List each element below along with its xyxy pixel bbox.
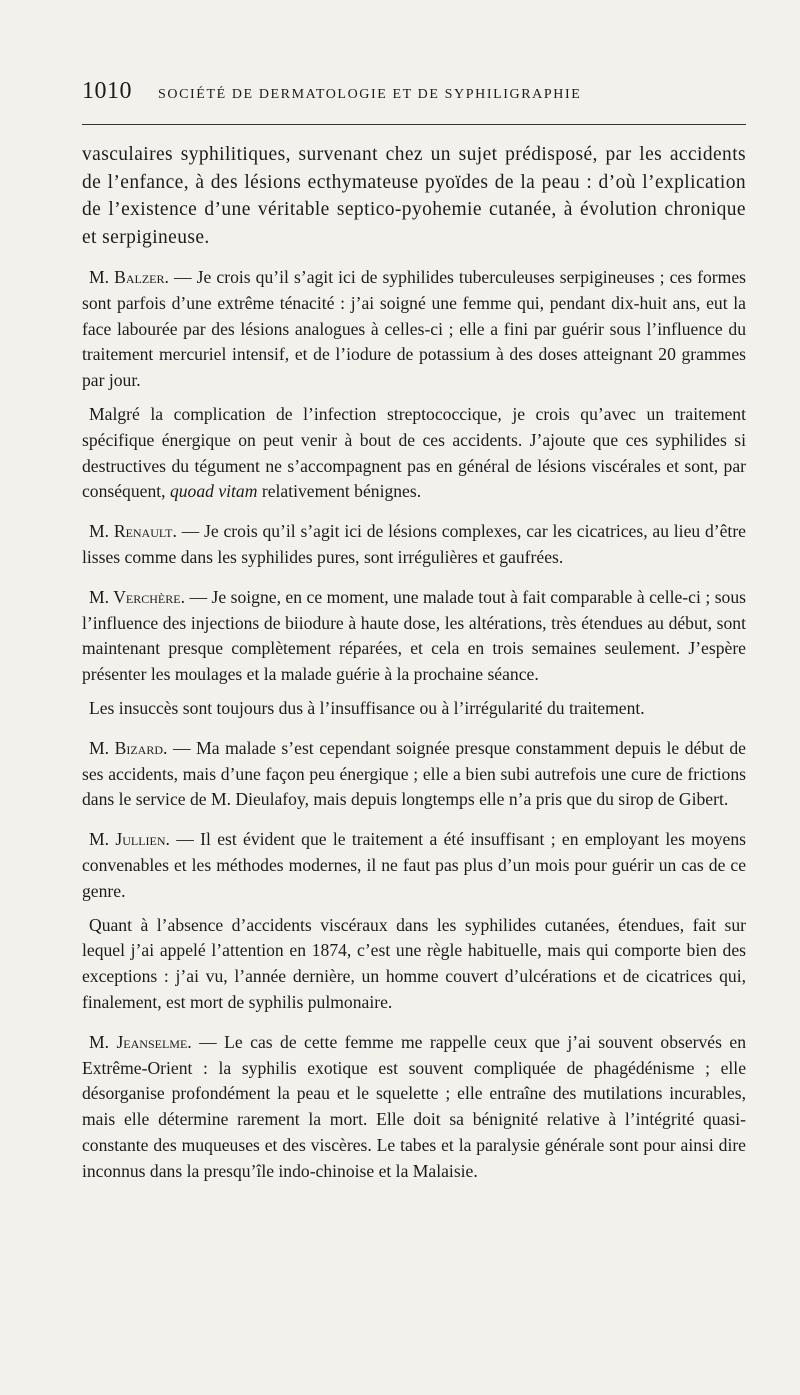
- paragraph-continuation: vasculaires syphilitiques, survenant chez un sujet prédisposé, par les accidents de l’enfance, à des lésions ecthymateuse pyoïdes de la peau : d’où l’explication de l’existence d’une véritable septico-pyohemie cutanée, à évolution chronique et serpigineuse.: [82, 144, 746, 248]
- running-header: [82, 78, 746, 116]
- paragraph-balzer-continued-text: Malgré la complication de l’infection streptococcique, je crois qu’avec un traitement spécifique énergique on peut venir à bout de ces accidents. J’ajoute que ces syphilides si destructives du tégument ne s’accompagnent pas en général de lésions viscérales et sont, par conséquent,: [82, 403, 746, 502]
- paragraph-balzer-continued-end: relativement bénignes.: [261, 481, 422, 502]
- paragraph-bizard-text: — Ma malade s’est cependant soignée presque constamment depuis le début de ses accidents, mais d’une façon peu énergique ; elle a bien subi autrefois une cure de frictions dans le service de M. Dieulafoy, mais depuis longtemps elle n’a pris que du sirop de Gibert.: [82, 737, 746, 810]
- paragraph-verchere-continued: Les insuccès sont toujours dus à l’insuffisance ou à l’irrégularité du traitement.: [89, 697, 645, 718]
- paragraph-balzer-continued: [82, 402, 746, 505]
- page-number: 1010: [82, 78, 132, 104]
- running-title: SOCIÉTÉ DE DERMATOLOGIE ET DE SYPHILIGRAPHIE: [158, 87, 582, 102]
- paragraph-renault-text: — Je crois qu’il s’agit ici de lésions complexes, car les cicatrices, au lieu d’être lisses comme dans les syphilides pures, sont irrégulières et gaufrées.: [82, 521, 746, 567]
- speaker-verchere: M. Verchère.: [89, 586, 185, 607]
- paragraph-bizard: [82, 736, 746, 813]
- paragraph-balzer-text: — Je crois qu’il s’agit ici de syphilides tuberculeuses serpigineuses ; ces formes sont parfois d’une extrême ténacité : j’ai soigné une femme qui, pendant dix-huit ans, eut la face labourée par des lésions analogues à celles-ci ; elle a fini par guérir sous l’influence du traitement mercuriel intensif, et de l’iodure de potassium à des doses atteignant 20 grammes par jour.: [82, 267, 746, 391]
- speaker-balzer: M. Balzer.: [89, 267, 169, 287]
- paragraph-balzer: [82, 265, 746, 394]
- latin-phrase: quoad vitam: [169, 481, 258, 502]
- paragraph-verchere-text: — Je soigne, en ce moment, une malade tout à fait comparable à celle-ci ; sous l’influence des injections de biiodure à haute dose, les altérations, très étendues au début, sont maintenant presque complètement réparées, et cela en trois semaines seulement. J’espère présenter les moulages et la malade guérie à la prochaine séance.: [82, 586, 746, 685]
- speaker-jullien: M. Jullien.: [89, 829, 170, 850]
- paragraph-jeanselme-text: — Le cas de cette femme me rappelle ceux que j’ai souvent observés en Extrême-Orient : la syphilis exotique est souvent compliquée de phagédénisme ; elle désorganise profondément la peau et le squelette ; elle entraîne des mutilations incurables, mais elle détermine rarement la mort. Elle doit sa bénignité relative à l’intégrité quasi-constante des muqueuses et des viscères. Le tabes et la paralysie générale sont pour ainsi dire inconnus dans la presqu’île indo-chinoise et la Malaisie.: [82, 1031, 746, 1181]
- paragraph-jullien-text: — Il est évident que le traitement a été insuffisant ; en employant les moyens convenables et les méthodes modernes, il ne faut pas plus d’un mois pour guérir un cas de ce genre.: [82, 829, 746, 901]
- header-rule: [82, 124, 746, 125]
- paragraph-jeanselme: [82, 1030, 746, 1185]
- paragraph-jullien: [82, 827, 746, 904]
- speaker-jeanselme: M. Jeanselme.: [89, 1031, 192, 1052]
- speaker-bizard: M. Bizard.: [89, 737, 168, 758]
- speaker-renault: M. Renault.: [89, 521, 177, 542]
- paragraph-jullien-continued: Quant à l’absence d’accidents viscéraux dans les syphilides cutanées, étendues, fait sur lequel j’ai appelé l’attention en 1874, c’est une règle habituelle, mais qui comporte bien des exceptions : j’ai vu, l’année dernière, un homme couvert d’ulcérations et de cicatrices qui, finalement, est mort de syphilis pulmonaire.: [82, 914, 746, 1012]
- paragraph-renault: [82, 519, 746, 571]
- paragraph-verchere: [82, 585, 746, 688]
- page-body: [82, 78, 746, 1193]
